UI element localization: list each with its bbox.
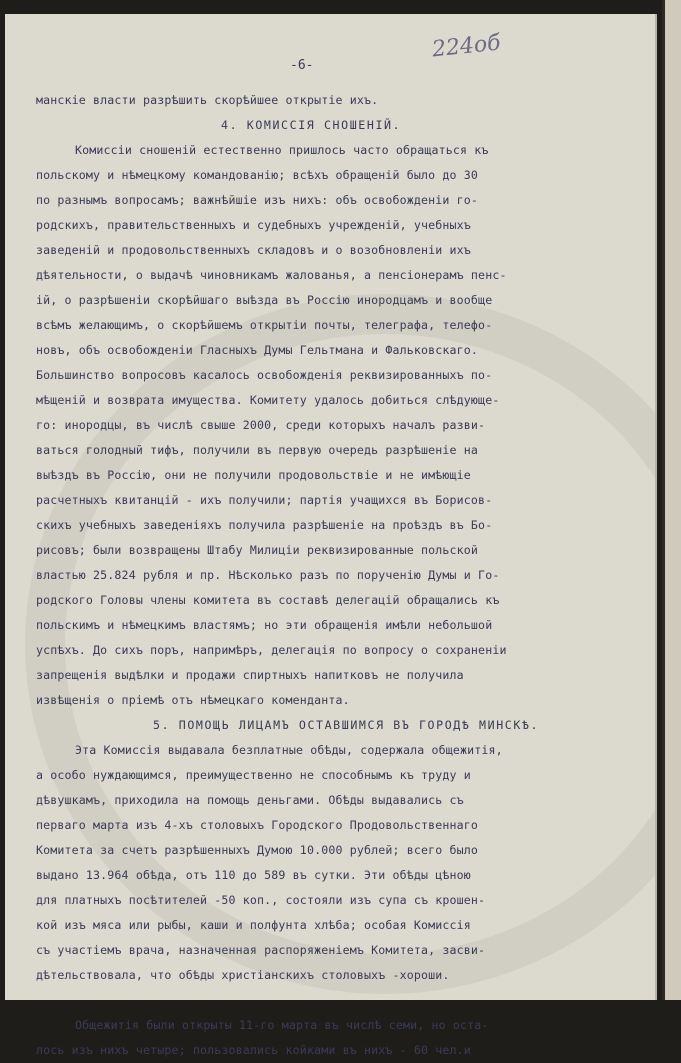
text-line: Большинство вопросовъ касалось освобожденія реквизированныхъ по-	[36, 368, 493, 382]
text-line: рисовъ; были возвращены Штабу Милиціи реквизированные польской	[36, 543, 479, 557]
text-line: извѣщенія о пріемѣ отъ нѣмецкаго коменданта.	[36, 693, 350, 707]
text-line: выѣздъ въ Россію, они не получили продовольствіе и не имѣющіе	[36, 468, 471, 482]
text-line: мѣщеній и возврата имущества. Комитету удалось добиться слѣдующе-	[36, 393, 500, 407]
text-line: Эта Комиссія выдавала безплатные обѣды, содержала общежитія,	[75, 743, 503, 757]
text-line: манскіе власти разрѣшить скорѣйшее открытіе ихъ.	[36, 93, 379, 107]
text-line: для платныхъ посѣтителей -50 коп., состояли изъ супа съ крошен-	[36, 893, 486, 907]
text-line: родского Головы члены комитета въ составѣ делегацій обращались къ	[36, 593, 500, 607]
text-line: перваго марта изъ 4-хъ столовыхъ Городского Продовольственнаго	[36, 818, 479, 832]
section-heading: 5. ПОМОЩЬ ЛИЦАМЪ ОСТАВШИМСЯ ВЪ ГОРОДѢ МИНСКѢ.	[153, 718, 540, 732]
text-line: лось изъ нихъ четыре; пользовались койками въ нихъ - 60 чел.и	[36, 1043, 471, 1057]
text-line: дѣтельствовала, что обѣды христіанскихъ столовыхъ -хороши.	[36, 968, 450, 982]
text-line: по разнымъ вопросамъ; важнѣйшіе изъ нихъ: объ освобожденіи го-	[36, 193, 479, 207]
text-line: ваться голодный тифъ, получили въ первую очередь разрѣшеніе на	[36, 443, 479, 457]
text-line: властью 25.824 рубля и пр. Нѣсколько разъ по порученію Думы и Го-	[36, 568, 500, 582]
text-line: выдано 13.964 обѣда, отъ 110 до 589 въ сутки. Эти обѣды цѣною	[36, 868, 471, 882]
text-line: а особо нуждающимся, преимущественно не способнымъ къ труду и	[36, 768, 471, 782]
text-line	[25, 988, 625, 1013]
text-line: ій, о разрѣшеніи скорѣйшаго выѣзда въ Россію инородцамъ и вообще	[36, 293, 493, 307]
page-edge	[662, 0, 681, 1000]
text-line: Комиссіи сношеній естественно пришлось часто обращаться къ	[75, 143, 489, 157]
text-line: Общежитія были открыты 11-го марта въ числѣ семи, но оста-	[75, 1018, 489, 1032]
text-line: съ участіемъ врача, назначенная распоряженіемъ Комитета, засви-	[36, 943, 486, 957]
document-body	[25, 88, 625, 1063]
text-line: расчетныхъ квитанцій - ихъ получили; партія учащихся въ Борисов-	[36, 493, 493, 507]
text-line: дѣвушкамъ, приходила на помощь деньгами. Обѣды выдавались съ	[36, 793, 464, 807]
text-line: запрещенія выдѣлки и продажи спиртныхъ напитковъ не получила	[36, 668, 464, 682]
text-line: польскимъ и нѣмецкимъ властямъ; но эти обращенія имѣли небольшой	[36, 618, 493, 632]
text-line: всѣмъ желающимъ, о скорѣйшемъ открытіи почты, телеграфа, телефо-	[36, 318, 493, 332]
text-line: го: инородцы, въ числѣ свыше 2000, среди которыхъ началъ разви-	[36, 418, 486, 432]
text-line: кой изъ мяса или рыбы, каши и полфунта хлѣба; особая Комиссія	[36, 918, 471, 932]
section-heading: 4. КОМИССІЯ СНОШЕНІЙ.	[221, 118, 402, 132]
text-line: успѣхъ. До сихъ поръ, напримѣръ, делегація по вопросу о сохраненіи	[36, 643, 507, 657]
text-line: новъ, объ освобожденіи Гласныхъ Думы Гельтмана и Фальковскаго.	[36, 343, 479, 357]
text-line: польскому и нѣмецкому командованію; всѣхъ обращеній было до 30	[36, 168, 479, 182]
text-line: Комитета за счетъ разрѣшенныхъ Думою 10.000 рублей; всего было	[36, 843, 479, 857]
page-number: -6-	[290, 58, 314, 73]
text-line: дѣятельности, о выдачѣ чиновникамъ жалованья, а пенсіонерамъ пенс-	[36, 268, 507, 282]
folio-number: 224об	[430, 30, 502, 63]
text-line: родскихъ, правительственныхъ и судебныхъ учрежденій, учебныхъ	[36, 218, 471, 232]
text-line: скихъ учебныхъ заведеніяхъ получила разрѣшеніе на проѣздъ въ Бо-	[36, 518, 493, 532]
text-line: заведеній и продовольственныхъ складовъ и о возобновленіи ихъ	[36, 243, 471, 257]
